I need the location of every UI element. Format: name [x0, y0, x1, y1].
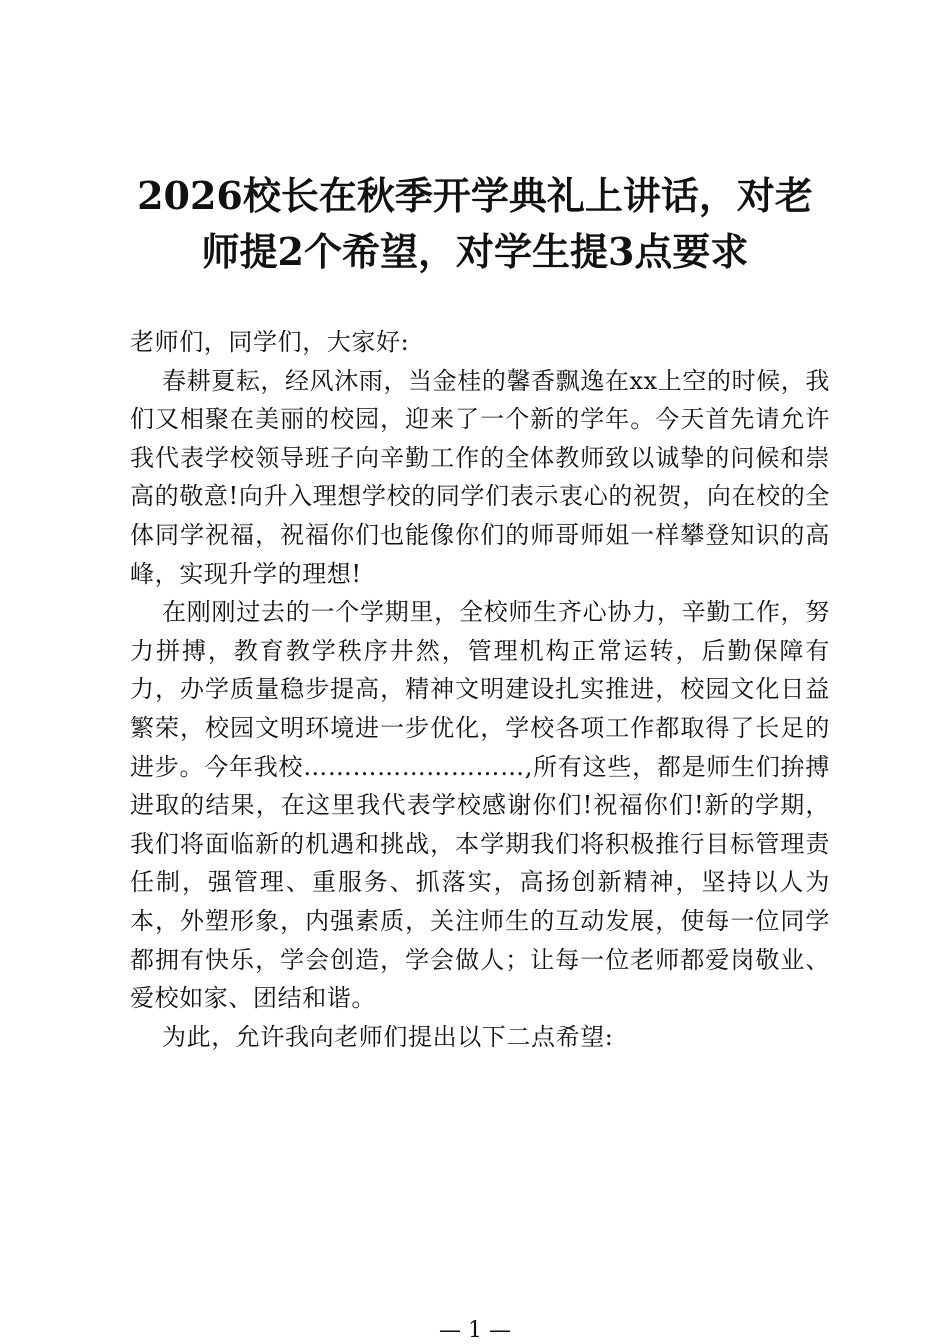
- paragraph-opening: 春耕夏耘，经风沐雨，当金桂的馨香飘逸在xx上空的时候，我们又相聚在美丽的校园，迎来了一个新的学年。今天首先请允许我代表学校领导班子向辛勤工作的全体教师致以诚挚的问候和崇高的敬意!向升入理想学校的同学们表示衷心的祝贺，向在校的全体同学祝福，祝福你们也能像你们的师哥师姐一样攀登知识的高峰，实现升学的理想!: [130, 366, 830, 588]
- paragraph-review: 在刚刚过去的一个学期里，全校师生齐心协力，辛勤工作，努力拼搏，教育教学秩序井然，管理机构正常运转，后勤保障有力，办学质量稳步提高，精神文明建设扎实推进，校园文化日益繁荣，校园文明环境进一步优化，学校各项工作都取得了长足的进步。今年我校………………………,所有这些，都是师生们拚搏进取的结果，在这里我代表学校感谢你们!祝福你们!新的学期，我们将面临新的机遇和挑战，本学期我们将积极推行目标管理责任制，强管理、重服务、抓落实，高扬创新精神，坚持以人为本，外塑形象，内强素质，关注师生的互动发展，使每一位同学都拥有快乐，学会创造，学会做人；让每一位老师都爱岗敬业、爱校如家、团结和谐。: [130, 598, 830, 1013]
- paragraph-salutation: 老师们，同学们，大家好:: [130, 328, 410, 356]
- document-body: [130, 323, 830, 1056]
- document-title: 2026校长在秋季开学典礼上讲话，对老师提2个希望，对学生提3点要求: [137, 173, 813, 274]
- paragraph-hopes-intro: 为此，允许我向老师们提出以下二点希望:: [162, 1022, 614, 1051]
- page-number: — 1 —: [439, 1318, 511, 1343]
